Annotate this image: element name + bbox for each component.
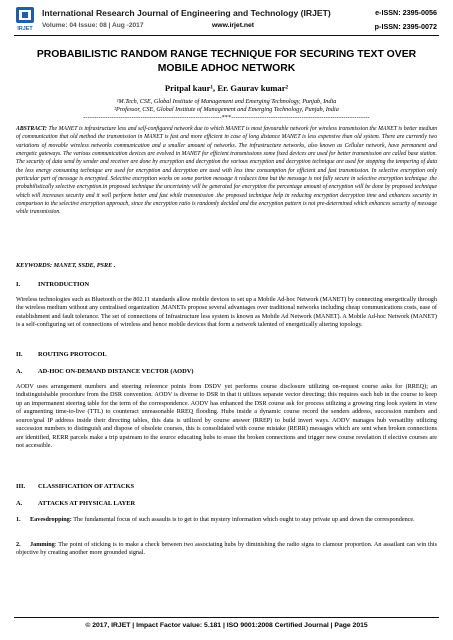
abstract-label: ABSTRACT: — [16, 126, 47, 132]
paper-authors: Pritpal kaur¹, Er. Gaurav kumar² — [164, 83, 289, 93]
journal-website-link[interactable]: www.irjet.net — [212, 22, 255, 29]
paper-title: PROBABILISTIC RANDOM RANGE TECHNIQUE FOR SECURING TEXT OVER MOBILE ADHOC NETWORK — [36, 49, 417, 74]
page-footer: © 2017, IRJET | Impact Factor value: 5.181 | ISO 9001:2008 Certified Journal | Page 2015 — [85, 622, 368, 629]
section-number: II. — [16, 351, 23, 358]
list-item-label: Eavesdropping: — [30, 516, 72, 523]
list-item-jamming — [16, 541, 437, 558]
affiliation-2: ²Professor, CSE, Global Institute of Management and Emerging Technology, Punjab, India — [114, 106, 339, 113]
header-divider — [14, 35, 439, 36]
pissn: p-ISSN: 2395-0072 — [374, 22, 437, 31]
introduction-paragraph: Wireless technologies such as Bluetooth or the 802.11 standards allow mobile devices to set up a Mobile Ad-hoc Network (MANET) by connecting energetically through the wireless medium without any centralised organization .MANETs propose several advantages over traditional networks including cheap communications costs, ease of establishment and fault tolerance. The set of connections of Infrastructure less system is known as Mobile Ad Network (MANET). A Mobile Ad-hoc Network (MANET) is a self-configuring set of connections of wireless and hence mobile devices that form a network talented of energetically altering topology. — [16, 296, 437, 329]
list-item-text: The fundamental focus of such assaults is to get to that mystery information which ought to stay private up and down the correspondence. — [71, 516, 415, 523]
abstract-text: The MANET is infrastructure less and self-configured network due to which MANET is most favourable network for wireless transmission the MANET is better medium of communication that old method the transmission in MANET is fast and more efficient in case of long distance MANET is less expensive than old system. There are currently two variations of movable wireless networks communication and a smaller amount of networks. The infrastructure networks, also known as Cellular network, have permanent and energetic gateways. The various communication devices are evolved in MANET for efficient transmissions some fixed devices are used for better transmission are called base station. The security of data send by sender and receiver are done by encryption and decryption the various encryption and decryption technique are used for stopping the tempering of data the less energy consuming technique are used for encryption and decryption are used with less time consumption for efficient and fast transmission. In selective encryption only particular part of message is encrypted. Selective encryption works on some portion message it reduces time but the message is not fully secure in selective encryption technique .the probabilistically selective encryption.in proposed technique the uncertainty will be generated for encryption the percentage amount of encryption will be done by proposed technique which will increases security and it well perform better and fast while transmission .the proposed technique help in reducing encryption decryption time and enhances security in comparison to the selective encryption approach, since the encryption ratio is randomly decided and the encryption pattern is not pre-determined which enhances security of message while transmission. — [16, 126, 437, 216]
subsection-title: ATTACKS AT PHYSICAL LAYER — [38, 500, 136, 507]
section-number: III. — [16, 483, 26, 490]
section-title: ROUTING PROTOCOL — [38, 351, 107, 358]
section-title: INTRODUCTION — [38, 281, 90, 288]
subsection-heading-physical-layer — [16, 500, 135, 507]
journal-header — [0, 0, 453, 40]
footer-divider — [14, 617, 439, 618]
irjet-logo-icon — [14, 6, 36, 32]
section-heading-routing-protocol — [16, 351, 107, 358]
logo-text: IRJET — [17, 26, 33, 32]
list-item-label: Jamming — [30, 541, 55, 548]
eissn: e-ISSN: 2395-0056 — [375, 8, 437, 17]
subsection-heading-aodv — [16, 368, 194, 375]
journal-title: International Research Journal of Engineering and Technology (IRJET) — [42, 8, 331, 18]
section-separator: ---------------------------------------------------------------***--------------------------------------------------------------- — [83, 115, 370, 121]
abstract — [16, 125, 437, 217]
affiliation-1: ¹M.Tech, CSE, Global Institute of Management and Emerging Technology, Punjab, India — [116, 98, 337, 105]
list-item-number: 2. — [16, 541, 21, 548]
keywords: KEYWORDS: MANET, SSDE, PSRE . — [16, 262, 116, 269]
subsection-number: A. — [16, 368, 23, 375]
section-heading-classification-of-attacks — [16, 483, 134, 490]
section-heading-introduction — [16, 281, 89, 288]
volume-issue: Volume: 04 Issue: 08 | Aug -2017 — [42, 22, 144, 29]
subsection-number: A. — [16, 500, 23, 507]
list-item-text: : The point of sticking is to make a check between two associating hubs by diminishing the radio signs to clamour proportion. An assailant can win this objective by creating another more grounded signal. — [16, 541, 437, 557]
list-item-eavesdropping — [16, 516, 437, 524]
section-number: I. — [16, 281, 21, 288]
subsection-title: AD-HOC ON-DEMAND DISTANCE VECTOR (AODV) — [38, 368, 194, 375]
list-item-number: 1. — [16, 516, 21, 523]
aodv-paragraph: AODV uses arrangement numbers and steering reference points from DSDV yet performs course disclosure utilizing on-request course asks for (RREQ); an indistinguishable procedure from the DSR convention. AODV is diverse to DSR in that it utilizes separate vector directing; this requires each hub in the course to keep up an impermanent steering table for the term of the correspondence. AODV has enhanced the DSR course ask for process utilizing a growing ring look system in view of augmenting time-to-live (TTL) to counteract unreasonable RREQ flooding. Hubs inside a dynamic course record the senders address, succession numbers and source/goal IP address inside their directing tables, this data is utilized by course answer (RREP) to build invert ways. AODV manages hub versatility utilizing succession numbers to distinguish and dispose of obsolete courses, this is consolidated with course mistake (RERR) messages which are sent when broken connections are identified, RERR parcels make a trip upstream to the source educating hubs to erase the broken connections and trigger new course revelation if elective courses are not accessible. — [16, 383, 437, 450]
section-title: CLASSIFICATION OF ATTACKS — [38, 483, 134, 490]
